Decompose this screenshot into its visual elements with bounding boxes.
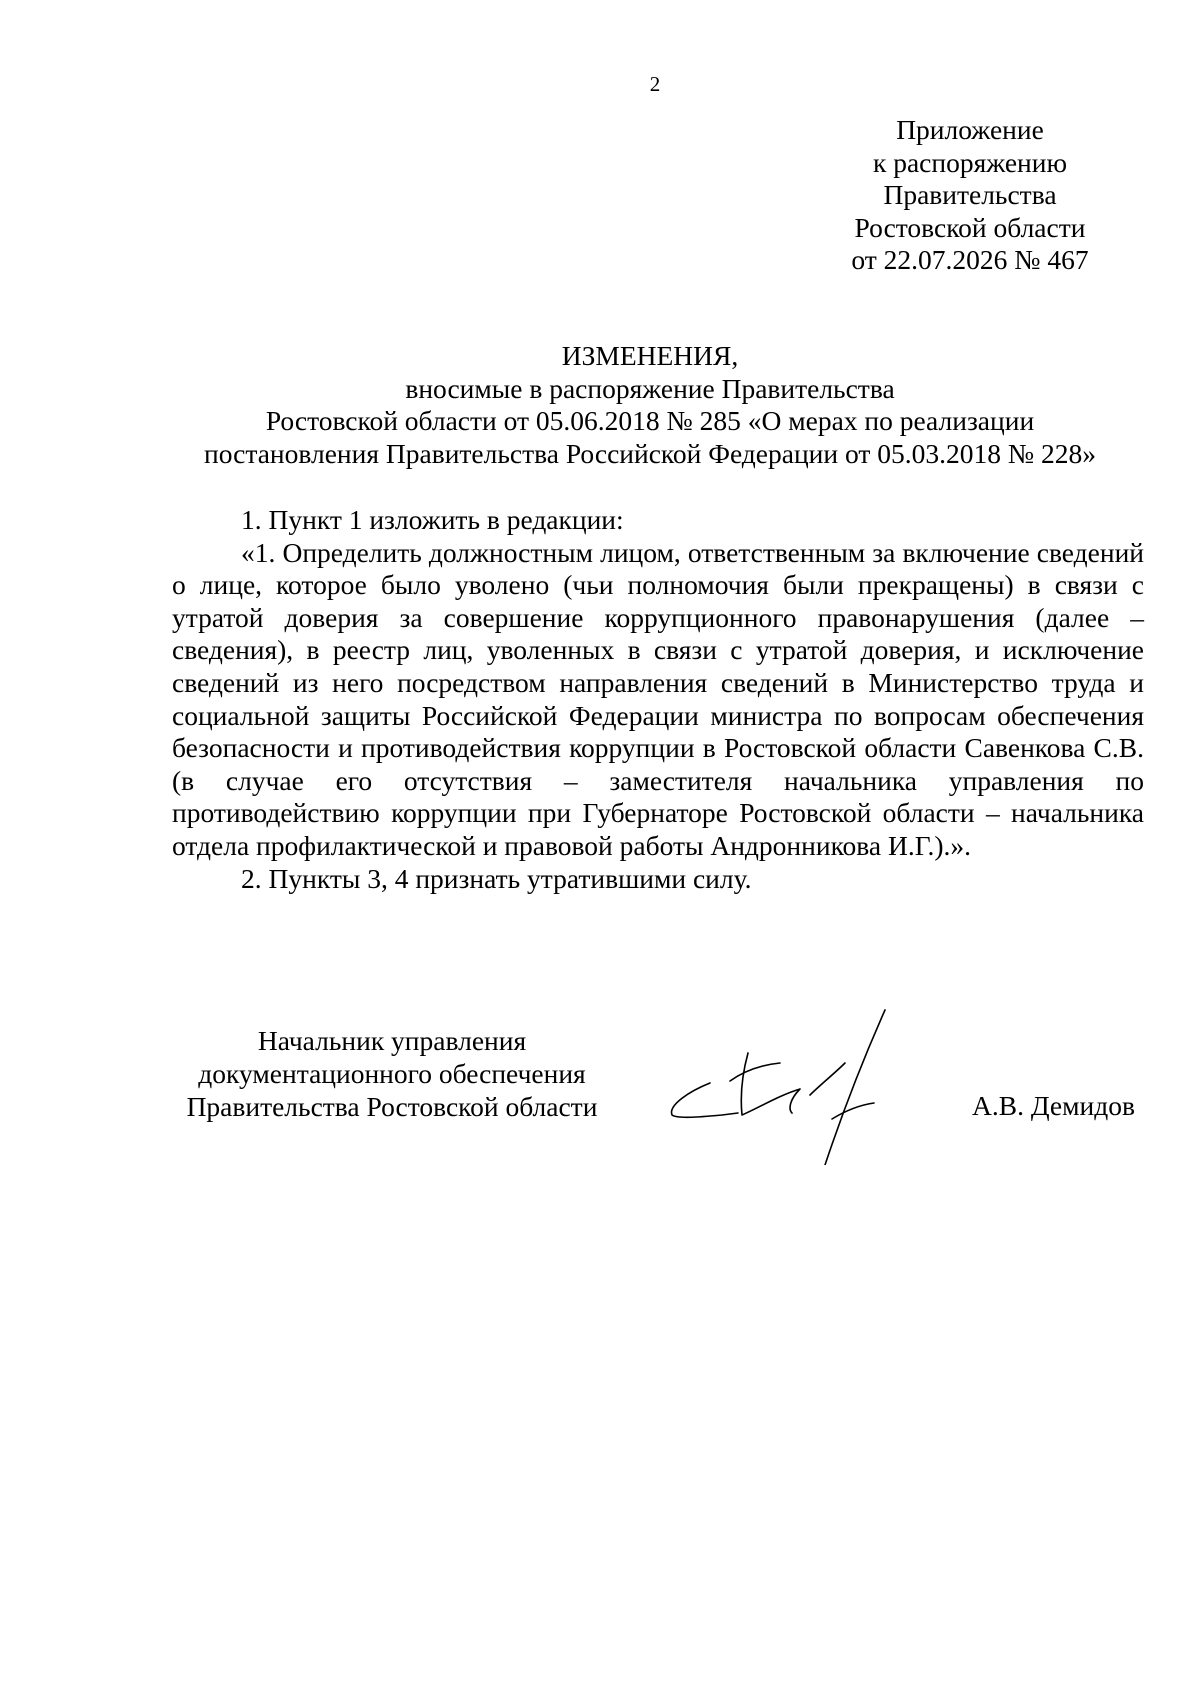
signer-position: [172, 1024, 612, 1123]
document-body: [172, 504, 1144, 895]
signer-position-line: Правительства Ростовской области: [186, 1091, 598, 1122]
item-1-intro: 1. Пункт 1 изложить в редакции:: [241, 504, 624, 535]
heading-line: постановления Правительства Российской Федерации от 05.03.2018 № 228»: [204, 437, 1096, 469]
appendix-block: [820, 114, 1120, 277]
heading-title: ИЗМЕНЕНИЯ,: [561, 340, 739, 371]
signer-position-line: документационного обеспечения: [198, 1058, 586, 1089]
signer-position-line: Начальник управления: [257, 1025, 527, 1056]
appendix-line: Ростовской области: [854, 211, 1086, 243]
appendix-line: Правительства: [883, 179, 1057, 210]
document-heading: [160, 340, 1140, 470]
appendix-line: к распоряжению: [872, 146, 1068, 178]
signer-name: А.В. Демидов: [972, 1090, 1135, 1121]
heading-line: Ростовской области от 05.06.2018 № 285 «О мерах по реализации: [265, 405, 1035, 436]
item-1-text: «1. Определить должностным лицом, ответственным за включение сведений о лице, которое было уволено (чьи полномочия были прекращены) в связи с утратой доверия за совершение коррупционного правонарушения (далее – сведения), в реестр лиц, уволенных в связи с утратой доверия, и исключение сведений из него посредством направления сведений в Министерство труда и социальной защиты Российской Федерации министра по вопросам обеспечения безопасности и противодействия коррупции в Ростовской области Савенкова С.В. (в случае его отсутствия – заместителя начальника управления по противодействию коррупции при Губернаторе Ростовской области – начальника отдела профилактической и правовой работы Андронникова И.Г.).».: [172, 536, 1144, 861]
appendix-line: от 22.07.2026 № 467: [851, 244, 1089, 275]
heading-line: вносимые в распоряжение Правительства: [405, 372, 895, 404]
handwritten-signature: [660, 1005, 940, 1165]
page-number: 2: [649, 72, 661, 96]
appendix-line: Приложение: [896, 114, 1044, 145]
item-2: 2. Пункты 3, 4 признать утратившими силу.: [241, 862, 752, 894]
